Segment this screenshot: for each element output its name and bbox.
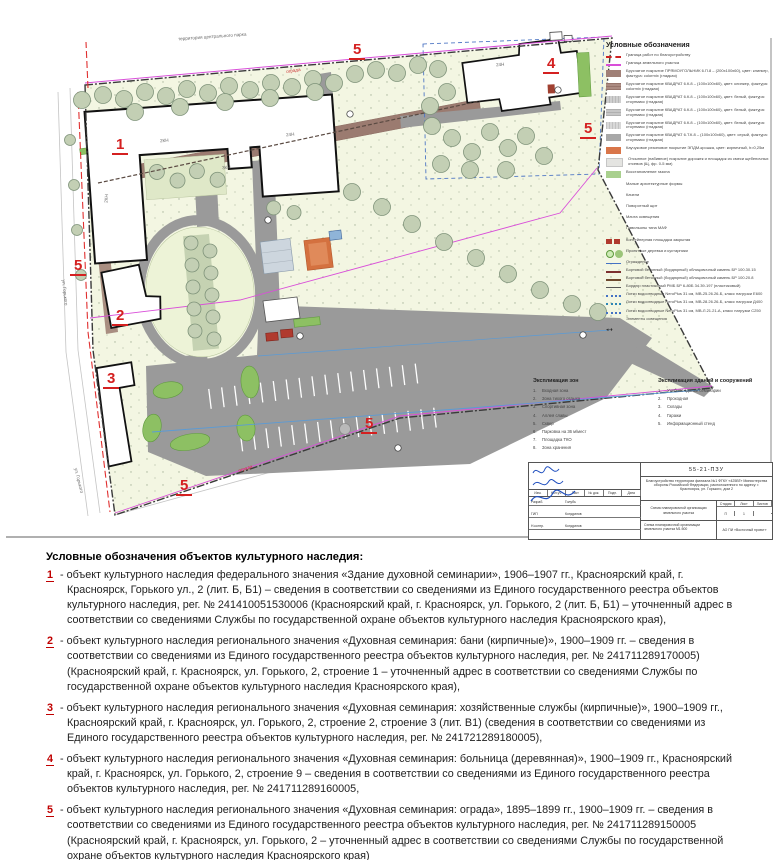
explication-item-label: Учебное здание семинарии <box>667 388 721 393</box>
legend-item <box>606 69 770 79</box>
legend-swatch-sym <box>606 205 621 212</box>
signature-role: ГИП <box>531 512 538 516</box>
explication-item-number: 3. <box>658 404 662 410</box>
legend-item-label: Каучуковое резиновое покрытие ЭПДМ-крошка, цвет: кирпичный, h=0,25м <box>626 145 765 151</box>
legend-item-label: Бортовой бетонный (бордюрный) облицовочный камень БР 100.30.15 <box>626 266 756 272</box>
legend-swatch-line-blue <box>606 263 621 264</box>
legend-swatch-line-dot-teal <box>606 303 621 305</box>
explication-item <box>658 422 770 427</box>
legend-item-label: Граница работ по благоустройству <box>626 52 691 57</box>
heritage-item-number: 3 <box>47 701 54 714</box>
explication-item-number: 7. <box>533 437 537 443</box>
legend-swatch-line-dot-blue <box>606 295 621 297</box>
legend-swatch-sym <box>606 183 621 190</box>
title-block-row <box>529 499 641 506</box>
sheets-label: Листов <box>754 501 772 506</box>
legend-item <box>606 226 770 234</box>
legend-swatch-sw-grey4 <box>606 134 621 141</box>
map-label: ул. Горького <box>73 467 85 494</box>
title-block-signatures <box>529 463 641 539</box>
legend-item <box>606 260 770 265</box>
sheet-value: 1 <box>735 511 753 516</box>
legend-item-label: Брусчатое покрытие КВАДРАТ 6.Т.К.8 – (100х100х60), цвет: серый, фактура: стоунмикс (гладкая) <box>626 132 768 143</box>
legend-item-label: Восстановление газона <box>626 169 670 175</box>
legend-item-label: Отсыпное (набивное) покрытие дорожек и площадок из смеси щебеночных отсевов (Щ, фр. 0-5 мм) <box>628 156 769 167</box>
legend-swatch-line-brown <box>606 279 621 281</box>
heritage-marker-5: 5 <box>361 416 377 434</box>
legend-swatch-sym-trees <box>606 250 621 257</box>
explication-item-number: 4. <box>658 412 662 418</box>
title-block-column-label: Дата <box>622 490 641 496</box>
heritage-legend-section <box>0 545 778 860</box>
legend-swatch-line-thin <box>606 287 621 288</box>
heritage-marker-5: 5 <box>70 258 86 276</box>
heritage-item-text: - объект культурного наследия регионального значения «Духовная семинария: больница (деревянная)», 1900–1909 гг., Красноярский край, г. Красноярск, ул. Горького, 2, строение 9 – сведения в соответствии со сведениями из Единого государственного реестра объектов культурного наследия, рег. № 241711289160005, <box>57 753 732 796</box>
explication-buildings-title: Экспликация зданий и сооружений <box>658 378 753 384</box>
map-label: 24Н <box>285 131 295 138</box>
explication-item-number: 4. <box>533 412 537 418</box>
legend-swatch-sw-green <box>606 171 621 178</box>
legend-item-label: Бордюр пластиковый РМБ БР 6-80Б 34.39-197 (пластиковый) <box>626 283 741 289</box>
legend-panel <box>606 40 770 328</box>
heritage-marker-2: 2 <box>112 308 128 326</box>
title-block-column-label: Подп. <box>604 490 623 496</box>
explication-item <box>658 397 770 402</box>
heritage-item <box>46 803 738 860</box>
explication-item-label: Зона хранения <box>542 445 571 451</box>
legend-item-label: Брусчатое покрытие КВАДРАТ 6.К.8 – (100х100х60), цвет: белый, фактура: стоунмикс (гладкая) <box>626 93 765 104</box>
explication-item-label: Аллея славы <box>542 412 568 418</box>
legend-item-label: Лотки водоотводные NeroPlus 31 см, МВ-28.26.26-Б, класс нагрузки Д400 <box>626 299 763 305</box>
explication-item-label: Информационный стенд <box>667 420 715 426</box>
explication-zones-title: Экспликация зон <box>533 378 579 384</box>
legend-item <box>606 268 770 273</box>
heritage-item-number: 1 <box>47 569 54 581</box>
organization-name: АО ПИ «Восточный проект» <box>722 527 767 532</box>
title-block-columns <box>529 489 641 497</box>
project-description: Благоустройство территории филиала №1 ФГКУ «425ВГ» Министерства обороны Российской Федерации, расположенного по адресу: г. Красноярск, ул. Горького, дом 2 <box>641 477 772 501</box>
legend-item <box>606 193 770 201</box>
legend-item <box>606 61 770 66</box>
explication-item <box>533 430 645 435</box>
legend-item <box>606 284 770 289</box>
map-label: ограда <box>237 463 253 474</box>
explication-item-label: Проходная <box>667 396 689 402</box>
legend-swatch-sym-lighting <box>606 318 621 325</box>
legend-item-label: Павильоны типа МАФ <box>626 225 667 231</box>
map-label: ул. Горького <box>61 279 69 306</box>
explication-item <box>658 414 770 419</box>
explication-item <box>533 405 645 410</box>
legend-item-label: Поворотный щит <box>626 203 658 208</box>
heritage-item-number: 5 <box>47 804 54 817</box>
explication-item-number: 5. <box>533 420 537 426</box>
explication-item-number: 2. <box>533 396 537 402</box>
explication-item-number: 6. <box>533 428 537 434</box>
legend-item <box>606 82 770 92</box>
title-block-column-label: Кол.уч. <box>548 490 567 496</box>
stage-label: Стадия <box>717 501 735 506</box>
legend-item <box>606 157 770 167</box>
legend-item <box>606 121 770 131</box>
map-label: 2КН <box>159 137 169 144</box>
legend-item <box>606 133 770 143</box>
explication-item-number: 3. <box>533 404 537 410</box>
legend-items <box>606 53 770 325</box>
explication-item-number: 5. <box>658 420 662 426</box>
heritage-item-text: - объект культурного наследия федерального значения «Здание духовной семинарии», 1906–1907 гг., Красноярский край, г. Красноярск, Горького ул., 2 (лит. Б, Б1) – сведения в соответствии со сведениями из Единого государственного реестра объектов культурного наследия, рег. № 241410051530006 (Красноярский край, г. Красноярск, ул. Горького, 2 (лит. Б, Б1) – уточненный адрес в соответствии со сведениями Службы по государственной охране объектов культурного наследия Красноярского края), <box>57 569 733 627</box>
legend-item <box>606 300 770 305</box>
legend-swatch-sw-lightgrey <box>606 158 623 167</box>
signature-name: Кондратов <box>565 512 582 516</box>
signature-name: Голубь <box>565 500 576 504</box>
legend-item <box>606 317 770 325</box>
explication-item-label: Входная зона <box>542 388 569 393</box>
signature-role: Разраб. <box>531 500 544 504</box>
sheet-subtitle: Схема планировочной организации земельного участка М1:500 <box>641 521 717 539</box>
explication-zones <box>533 378 645 455</box>
heritage-item-text: - объект культурного наследия регионального значения «Духовная семинария: бани (кирпичные)», 1900–1909 гг. – сведения в соответствии со сведениями из Единого государственного реестра объектов культурного наследия, рег. № 241711289170005) (Красноярский край, г. Красноярск, ул. Горького, 2, строение 1 – уточненный адрес в соответствии со сведениями Службы по государственной охране объектов культурного наследия Красноярского края), <box>57 635 700 693</box>
legend-swatch-sw-orange <box>606 147 621 154</box>
heritage-item <box>46 701 738 746</box>
legend-swatch-sw-brown2 <box>606 83 621 90</box>
heritage-heading: Условные обозначения объектов культурного наследия: <box>46 551 364 563</box>
legend-item-label: Мачта освещения <box>626 214 660 220</box>
explication-item-number: 8. <box>533 445 537 451</box>
legend-swatch-line-dot-blue <box>606 312 621 314</box>
legend-swatch-sw-brown1 <box>606 70 621 77</box>
map-label: территория центрального парка <box>177 31 247 42</box>
heritage-item-number: 4 <box>47 753 54 766</box>
explication-item <box>658 405 770 410</box>
explication-item <box>533 422 645 427</box>
heritage-item-number: 2 <box>47 635 54 648</box>
legend-item <box>606 215 770 223</box>
legend-item <box>606 146 770 154</box>
explication-item <box>533 389 645 394</box>
legend-title: Условные обозначения <box>606 40 690 49</box>
legend-swatch-line-dash-red <box>606 56 621 58</box>
legend-item <box>606 238 770 246</box>
explication-item <box>533 438 645 443</box>
explication-item-label: Гаражи <box>667 412 682 418</box>
explication-item <box>533 397 645 402</box>
document-number: 55-21-ПЗУ <box>641 463 772 477</box>
explication-item-number: 1. <box>658 388 662 393</box>
map-label: 3КН <box>221 164 231 171</box>
legend-item <box>606 95 770 105</box>
stage-value: П <box>717 511 735 516</box>
legend-item-label: Качели <box>626 191 640 197</box>
title-block-column-label: № док. <box>585 490 604 496</box>
sheet-title: Схема планировочной организации земельного участка <box>641 501 717 520</box>
legend-swatch-line-darkred <box>606 271 621 273</box>
heritage-items <box>46 568 738 860</box>
map-label: 2КН <box>103 194 110 203</box>
sport-pad-blue <box>329 230 342 240</box>
pavilion <box>263 297 300 322</box>
legend-swatch-sym <box>606 216 621 223</box>
legend-item-label: Брусчатое покрытие КВАДРАТ 6.К.8 – (100х100х60), цвет: белый, фактура: стоунмикс (гладкая) <box>626 106 765 117</box>
heritage-marker-5: 5 <box>580 121 596 139</box>
signature-role: Н.контр. <box>531 524 545 528</box>
title-block-column-label: Лист <box>566 490 585 496</box>
explication-item-number: 1. <box>533 388 537 393</box>
legend-item-label: Лотки водоотводные NeroPlus 31 см, МВ-25.26.26-Б, класс нагрузки Е600 <box>626 291 763 297</box>
legend-item-label: Элементы освещения <box>626 315 667 321</box>
heritage-marker-1: 1 <box>112 137 128 155</box>
map-label: ограда <box>285 66 301 75</box>
explication-item-label: Зона тихого отдыха <box>542 396 581 402</box>
legend-item-label: Контейнерная площадка закрытая <box>626 236 691 242</box>
legend-item <box>606 204 770 212</box>
legend-item-label: Брусчатое покрытие КВАДРАТ 6.К.8 – (100х100х60), цвет: клинкер, фактура: colormix (гладкая) <box>626 81 769 91</box>
legend-item-label: Проектные деревья и кустарники <box>626 247 688 253</box>
legend-item-label: Брусчатое покрытие ПРЯМОУГОЛЬНИК 6.П.8 – (200х100х60), цвет: клинкер, фактура: colormix (гладкая) <box>626 68 769 79</box>
legend-item <box>606 53 770 58</box>
explication-item <box>533 446 645 451</box>
heritage-marker-3: 3 <box>103 371 119 389</box>
legend-swatch-sw-grey3 <box>606 122 621 129</box>
explication-item-label: Площадка ТКО <box>542 437 572 443</box>
explication-buildings <box>658 378 770 430</box>
heritage-marker-4: 4 <box>543 56 559 74</box>
legend-item-label: Брусчатое покрытие КВАДРАТ 6.К.8 – (100х100х60), цвет: белый, фактура: стоунмикс (гладкая) <box>626 119 765 130</box>
stage-grid <box>717 501 772 520</box>
legend-item-label: Малые архитектурные формы <box>626 180 683 186</box>
sheet-label: Лист <box>735 501 753 506</box>
legend-swatch-sym-containers <box>606 239 621 246</box>
legend-item <box>606 182 770 190</box>
explication-item-label: Парковка на 36 м/мест <box>542 428 587 434</box>
legend-swatch-sw-grey1 <box>606 96 621 103</box>
heritage-item <box>46 568 738 628</box>
legend-swatch-sw-grey2 <box>606 109 621 116</box>
explication-item <box>533 414 645 419</box>
signature-name: Кондратов <box>565 524 582 528</box>
legend-item <box>606 170 770 178</box>
sport-area <box>260 238 294 273</box>
legend-item-label: Лотки водоотводные NeroPlus 31 см, МВ-Л.21.21-А, класс нагрузки С250 <box>626 307 761 313</box>
heritage-item <box>46 752 738 797</box>
legend-swatch-line-magenta <box>606 64 621 66</box>
legend-item <box>606 309 770 314</box>
legend-item-label: Бортовой бетонный (бордюрный) облицовочный камень БР 100.20.8 <box>626 275 754 281</box>
title-block-row <box>529 511 641 518</box>
heritage-marker-5: 5 <box>176 478 192 496</box>
legend-item <box>606 249 770 257</box>
explication-item-label: Сквер <box>542 420 554 426</box>
heritage-item <box>46 634 738 694</box>
explication-item-number: 2. <box>658 396 662 402</box>
legend-item <box>606 108 770 118</box>
legend-item <box>606 276 770 281</box>
heritage-item-text: - объект культурного наследия регионального значения «Духовная семинария: хозяйственные службы (кирпичные)», 1900–1909 гг., Красноярский край, г. Красноярск, ул. Горького, 2, строение 2, строение 3 (лит. В1) (сведения в соответствии со сведениями из Единого государственного реестра объектов культурного наследия, рег. № 241721289180005), <box>57 701 723 744</box>
explication-item-label: Спортивная зона <box>542 404 576 410</box>
heritage-marker-5: 5 <box>349 42 365 60</box>
legend-item-label: Ограждение <box>626 258 649 264</box>
legend-swatch-sym <box>606 227 621 234</box>
title-block-info <box>641 463 772 539</box>
title-block <box>528 462 773 540</box>
title-block-column-label: Изм. <box>529 490 548 496</box>
legend-swatch-sym <box>606 194 621 201</box>
explication-item <box>658 389 770 394</box>
legend-item-label: Граница земельного участка <box>626 60 680 66</box>
heritage-item-text: - объект культурного наследия регионального значения «Духовная семинария: ограда», 1895–1899 гг., 1900–1909 гг. – сведения в соответствии со сведениями из Единого государственного реестра объектов культурного наследия, рег. № 241711289150005 (Красноярский край, г. Красноярск, ул. Горького, 2 – уточненный адрес в соответствии со сведениями Службы по государственной охране объектов культурного наследия Красноярского края) <box>57 804 724 860</box>
map-label: 24Н <box>495 61 505 68</box>
legend-item <box>606 292 770 297</box>
explication-item-label: Склады <box>667 404 683 410</box>
title-block-row <box>529 523 641 530</box>
